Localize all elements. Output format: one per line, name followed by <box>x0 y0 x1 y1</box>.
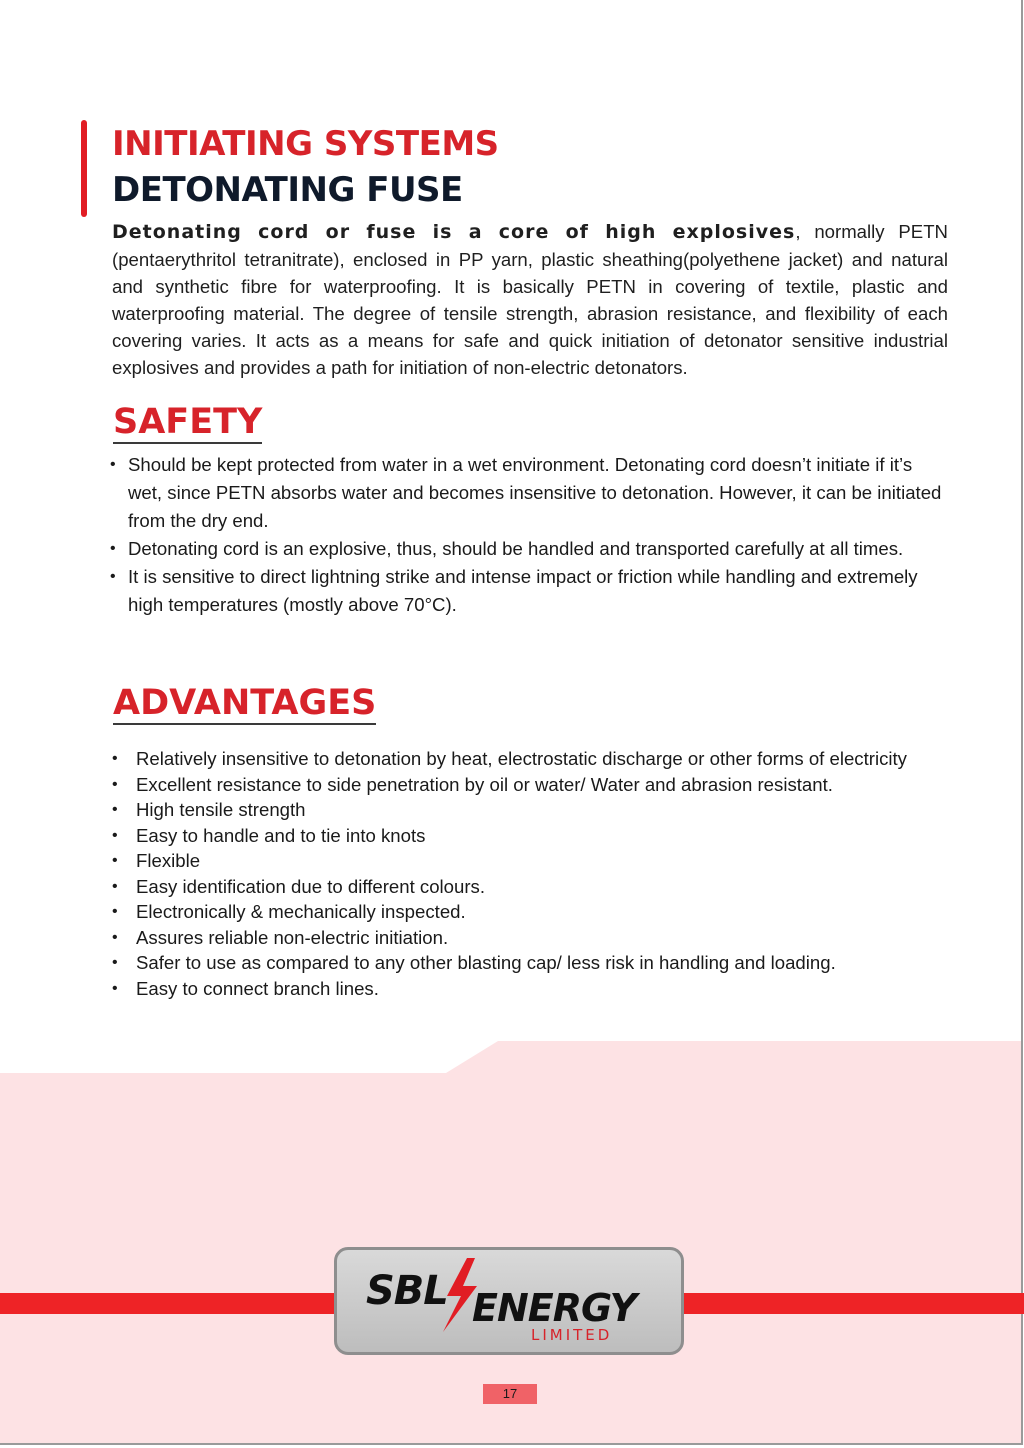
intro-lead: Detonating cord or fuse is a core of high explosives <box>112 221 796 243</box>
bullet-icon: • <box>110 456 116 473</box>
footer-stripe-right <box>684 1293 1024 1314</box>
list-item: • Assures reliable non-electric initiation. <box>110 925 950 951</box>
page-number: 17 <box>483 1384 537 1404</box>
section-title: INITIATING SYSTEMS <box>112 124 499 164</box>
bullet-icon: • <box>112 852 118 869</box>
list-item: • Safer to use as compared to any other blasting cap/ less risk in handling and loading. <box>110 950 950 976</box>
bullet-icon: • <box>112 801 118 818</box>
list-item: • Electronically & mechanically inspected. <box>110 899 950 925</box>
bullet-icon: • <box>112 775 118 793</box>
footer-stripe-left <box>0 1293 336 1314</box>
safety-heading: SAFETY <box>113 402 263 442</box>
list-item: • Easy to handle and to tie into knots <box>110 823 950 849</box>
bullet-icon: • <box>110 540 116 557</box>
bullet-icon: • <box>112 979 118 997</box>
intro-paragraph <box>112 218 948 381</box>
logo-text-sbl: SBL <box>366 1268 448 1314</box>
bullet-icon: • <box>110 568 116 585</box>
list-item: • High tensile strength <box>110 797 950 823</box>
page-title: DETONATING FUSE <box>112 170 463 210</box>
intro-body: , normally PETN (pentaerythritol tetranitrate), enclosed in PP yarn, plastic sheathing(polyethene jacket) and natural and synthetic fibre for waterproofing. It is basically PETN in covering of textile, plastic and waterproofing material. The degree of tensile strength, abrasion resistance, and flexibility of each covering varies. It acts as a means for safe and quick initiation of detonator sensitive industrial explosives and provides a path for initiation of non-electric detonators. <box>112 221 948 378</box>
logo-text-energy: ENERGY <box>472 1286 637 1330</box>
list-item: • Excellent resistance to side penetration by oil or water/ Water and abrasion resistant. <box>110 772 950 798</box>
list-item: • Should be kept protected from water in a wet environment. Detonating cord doesn’t initiate if it’s wet, since PETN absorbs water and becomes insensitive to detonation. However, it can be initiated from the dry end. <box>109 451 949 535</box>
list-item: • Flexible <box>110 848 950 874</box>
list-item: • Easy to connect branch lines. <box>110 976 950 1002</box>
title-accent-bar <box>81 120 87 217</box>
list-item: • It is sensitive to direct lightning strike and intense impact or friction while handling and extremely high temperatures (mostly above 70°C). <box>109 563 949 619</box>
advantages-list <box>110 746 950 1001</box>
list-item: • Easy identification due to different colours. <box>110 874 950 900</box>
advantages-heading: ADVANTAGES <box>113 683 377 723</box>
bullet-icon: • <box>112 928 118 946</box>
list-item: • Detonating cord is an explosive, thus, should be handled and transported carefully at all times. <box>109 535 949 563</box>
safety-list <box>109 451 949 619</box>
bullet-icon: • <box>112 826 118 844</box>
bullet-icon: • <box>112 954 118 971</box>
bullet-icon: • <box>112 750 118 767</box>
list-item: • Relatively insensitive to detonation by heat, electrostatic discharge or other forms of electricity <box>110 746 950 772</box>
logo-text-limited: LIMITED <box>531 1326 613 1344</box>
bullet-icon: • <box>112 877 118 895</box>
bullet-icon: • <box>112 903 118 920</box>
